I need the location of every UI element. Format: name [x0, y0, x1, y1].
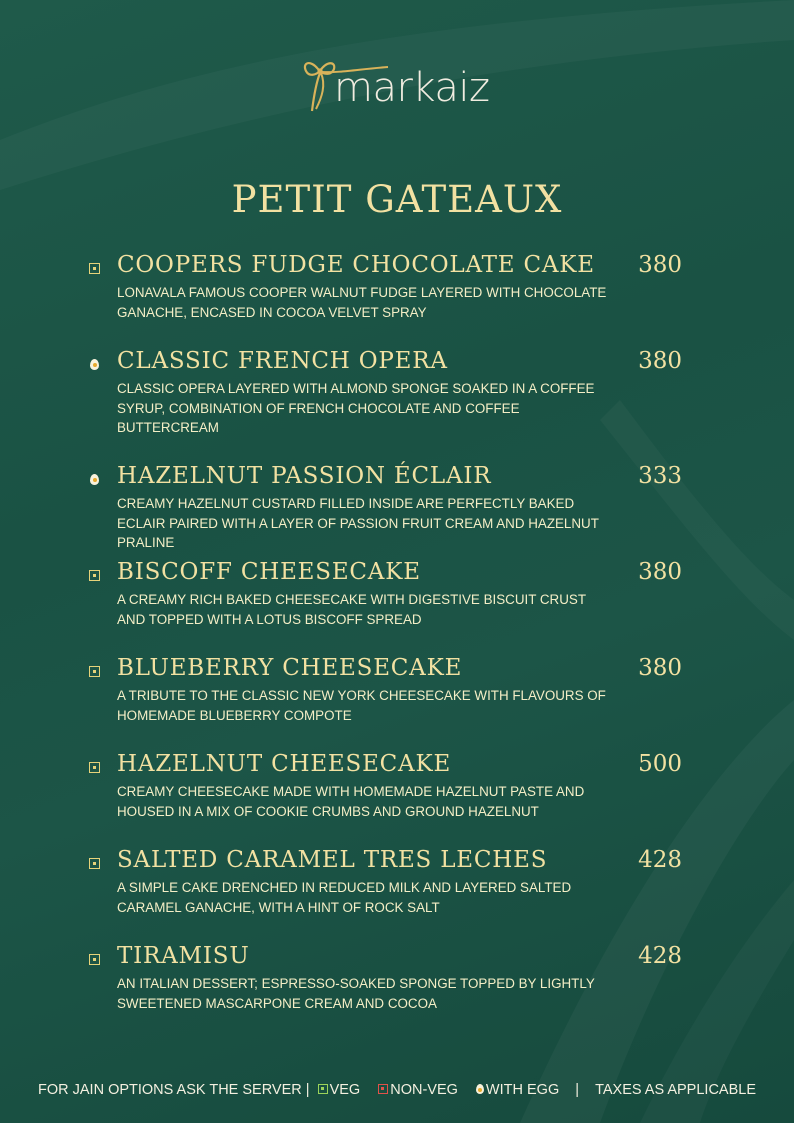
veg-icon	[89, 954, 100, 965]
item-price: 428	[638, 943, 682, 969]
legend-veg: VEG	[329, 1082, 361, 1099]
veg-icon	[89, 263, 100, 274]
brand-name: markaiz	[334, 65, 490, 111]
item-price: 428	[638, 847, 682, 873]
item-name: SALTED CARAMEL TRES LECHES	[117, 847, 548, 873]
item-description: AN ITALIAN DESSERT; ESPRESSO-SOAKED SPONGE TOPPED BY LIGHTLY SWEETENED MASCARPONE CREAM AND COCOA	[117, 976, 595, 1011]
item-description: CLASSIC OPERA LAYERED WITH ALMOND SPONGE SOAKED IN A COFFEE SYRUP, COMBINATION OF FRENCH CHOCOLATE AND COFFEE BUTTERCREAM	[117, 381, 595, 435]
item-description: A SIMPLE CAKE DRENCHED IN REDUCED MILK AND LAYERED SALTED CARAMEL GANACHE, WITH A HINT OF ROCK SALT	[117, 880, 572, 915]
footer-legend	[0, 1082, 794, 1098]
veg-icon	[89, 762, 100, 773]
item-description: CREAMY CHEESECAKE MADE WITH HOMEMADE HAZELNUT PASTE AND HOUSED IN A MIX OF COOKIE CRUMBS AND GROUND HAZELNUT	[117, 784, 585, 819]
item-price: 380	[638, 655, 682, 681]
brand-logo	[300, 55, 500, 117]
egg-icon	[90, 474, 99, 485]
veg-icon	[89, 570, 100, 581]
item-description: CREAMY HAZELNUT CUSTARD FILLED INSIDE ARE PERFECTLY BAKED ECLAIR PAIRED WITH A LAYER OF PASSION FRUIT CREAM AND HAZELNUT PRALINE	[117, 496, 599, 550]
page-title: PETIT GATEAUX	[231, 178, 563, 221]
veg-icon	[318, 1084, 328, 1094]
item-description: A CREAMY RICH BAKED CHEESECAKE WITH DIGESTIVE BISCUIT CRUST AND TOPPED WITH A LOTUS BISCOFF SPREAD	[117, 592, 586, 627]
veg-icon	[89, 858, 100, 869]
veg-icon	[89, 666, 100, 677]
item-description: A TRIBUTE TO THE CLASSIC NEW YORK CHEESECAKE WITH FLAVOURS OF HOMEMADE BLUEBERRY COMPOTE	[117, 688, 606, 723]
legend-nonveg: NON-VEG	[390, 1082, 458, 1099]
item-name: TIRAMISU	[117, 943, 250, 969]
jain-note: FOR JAIN OPTIONS ASK THE SERVER |	[37, 1082, 310, 1099]
item-name: BLUEBERRY CHEESECAKE	[117, 655, 463, 681]
item-description: LONAVALA FAMOUS COOPER WALNUT FUDGE LAYERED WITH CHOCOLATE GANACHE, ENCASED IN COCOA VELVET SPRAY	[117, 285, 607, 320]
taxes-note: TAXES AS APPLICABLE	[595, 1082, 757, 1099]
egg-icon	[476, 1084, 484, 1094]
legend-egg: WITH EGG	[485, 1082, 560, 1099]
non-veg-icon	[378, 1084, 388, 1094]
item-name: CLASSIC FRENCH OPERA	[117, 348, 448, 374]
item-price: 333	[638, 463, 682, 489]
egg-icon	[90, 359, 99, 370]
item-name: HAZELNUT PASSION ÉCLAIR	[117, 463, 492, 489]
item-name: BISCOFF CHEESECAKE	[117, 559, 421, 585]
item-price: 380	[638, 348, 682, 374]
item-name: HAZELNUT CHEESECAKE	[117, 751, 452, 777]
item-price: 380	[638, 559, 682, 585]
item-price: 500	[638, 751, 682, 777]
footer-divider: |	[575, 1082, 580, 1099]
item-name: COOPERS FUDGE CHOCOLATE CAKE	[117, 252, 595, 278]
item-price: 380	[638, 252, 682, 278]
